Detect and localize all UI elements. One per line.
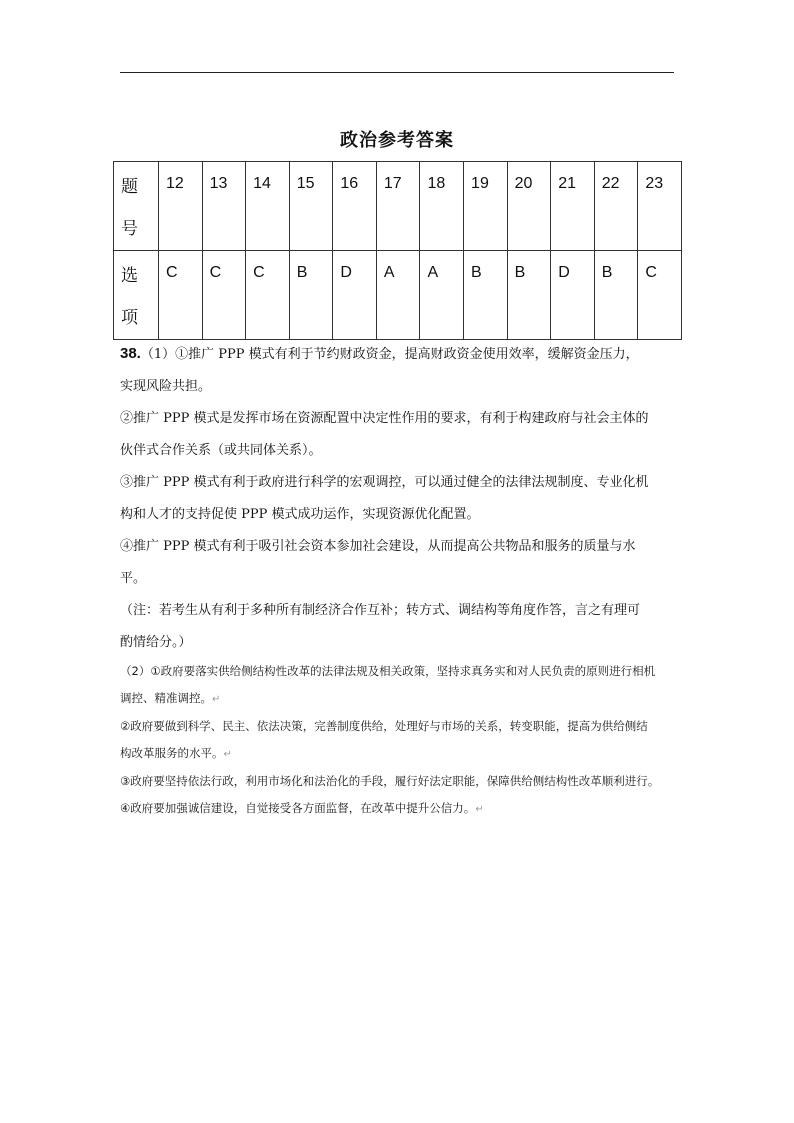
part2-line-4: 构改革服务的水平。: [120, 746, 224, 760]
row-header-option: 选 项: [114, 251, 159, 340]
answer-cell: B: [464, 251, 508, 340]
question-38-answer: [120, 338, 680, 659]
header-rule: [120, 72, 674, 73]
part2-line-2: 调控、精准调控。: [120, 691, 212, 705]
answer-point-3-line-1: ③推广 PPP 模式有利于政府进行科学的宏观调控，可以通过健全的法律法规制度、专业化机: [120, 475, 649, 490]
answer-cell: C: [638, 251, 682, 340]
answer-point-4-line-1: ④推广 PPP 模式有利于吸引社会资本参加社会建设，从而提高公共物品和服务的质量与水: [120, 539, 636, 554]
question-number-cell: 14: [246, 162, 290, 251]
question-number-row: [114, 162, 682, 251]
answer-point-1-line-1: （1）①推广 PPP 模式有利于节约财政资金，提高财政资金使用效率，缓解资金压力，: [140, 347, 639, 362]
answer-point-2-line-1: ②推广 PPP 模式是发挥市场在资源配置中决定性作用的要求，有利于构建政府与社会主体的: [120, 411, 649, 426]
answer-cell: A: [376, 251, 420, 340]
part2-line-3: ②政府要做到科学、民主、依法决策，完善制度供给，处理好与市场的关系，转变职能，提高为供给侧结: [120, 719, 648, 733]
return-mark: ↵: [212, 694, 221, 705]
question-number-cell: 22: [594, 162, 638, 251]
question-number-cell: 21: [551, 162, 595, 251]
answer-cell: B: [507, 251, 551, 340]
question-number-cell: 12: [159, 162, 203, 251]
question-number-cell: 13: [202, 162, 246, 251]
question-number-cell: 19: [464, 162, 508, 251]
question-number: 38.: [120, 345, 141, 362]
answer-point-2-line-2: 伙伴式合作关系（或共同体关系）。: [120, 443, 322, 458]
answer-cell: A: [420, 251, 464, 340]
part2-line-5: ③政府要坚持依法行政，利用市场化和法治化的手段，履行好法定职能，保障供给侧结构性改革顺利进行。: [120, 774, 660, 788]
question-number-cell: 20: [507, 162, 551, 251]
answer-row: [114, 251, 682, 340]
answer-point-1-line-2: 实现风险共担。: [120, 379, 212, 394]
answer-point-4-line-2: 平。: [120, 571, 147, 586]
answer-cell: C: [159, 251, 203, 340]
answer-point-1: [120, 338, 680, 371]
part2-line-1: （2）①政府要落实供给侧结构性改革的法律法规及相关政策，坚持求真务实和对人民负责的原则进行相机: [120, 664, 656, 678]
question-number-cell: 15: [289, 162, 333, 251]
answer-table: [113, 161, 682, 340]
question-number-cell: 23: [638, 162, 682, 251]
part2-line-6: ④政府要加强诚信建设，自觉接受各方面监督，在改革中提升公信力。: [120, 801, 476, 815]
answer-cell: C: [202, 251, 246, 340]
grading-note-line-2: 酌情给分。）: [120, 635, 192, 650]
row-header-question: 题 号: [114, 162, 159, 251]
return-mark: ↵: [475, 804, 484, 815]
page-title: 政治参考答案: [340, 130, 454, 151]
grading-note-line-1: （注：若考生从有利于多种所有制经济合作互补；转方式、调结构等角度作答，言之有理可: [120, 603, 641, 618]
answer-point-3-line-2: 构和人才的支持促使 PPP 模式成功运作，实现资源优化配置。: [120, 507, 480, 522]
answer-cell: D: [333, 251, 377, 340]
question-number-cell: 18: [420, 162, 464, 251]
return-mark: ↵: [223, 749, 232, 760]
question-number-cell: 16: [333, 162, 377, 251]
question-38-part-2: [120, 658, 680, 823]
answer-cell: C: [246, 251, 290, 340]
answer-cell: B: [289, 251, 333, 340]
answer-cell: D: [551, 251, 595, 340]
answer-cell: B: [594, 251, 638, 340]
question-number-cell: 17: [376, 162, 420, 251]
